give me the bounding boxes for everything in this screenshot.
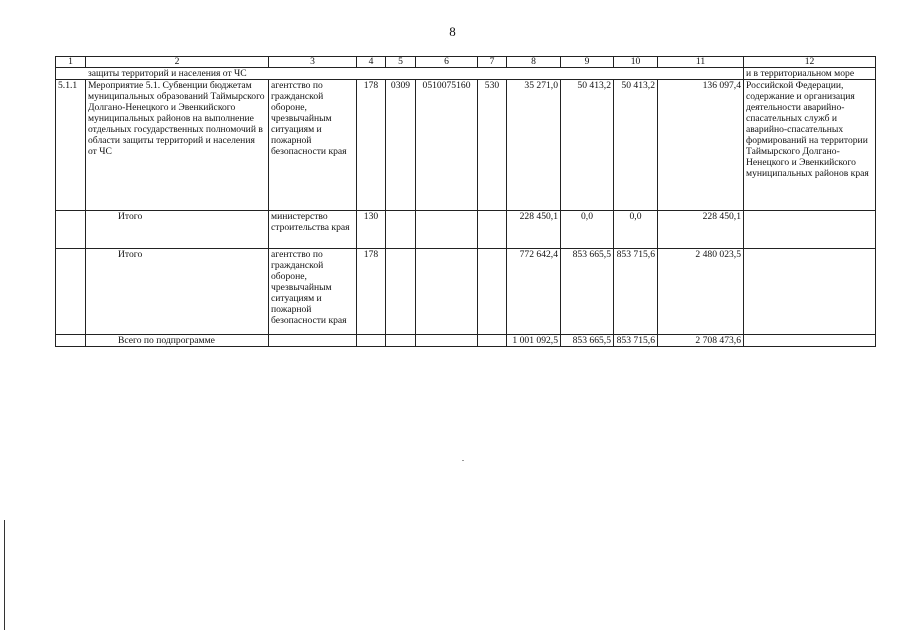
administrator-name: министерство строительства края: [269, 211, 357, 249]
continuation-text-col12: и в территориальном море: [744, 68, 876, 80]
code-section: [386, 211, 416, 249]
code-target: 0510075160: [416, 80, 478, 211]
amount-year-2: 0,0: [561, 211, 614, 249]
table-row: [56, 80, 876, 211]
code-grbs: 130: [357, 211, 386, 249]
row-number: 5.1.1: [56, 80, 86, 211]
code-expense: [478, 249, 507, 335]
administrator-name: [269, 335, 357, 347]
continuation-text: защиты территорий и населения от ЧС: [56, 68, 744, 80]
budget-table: [55, 56, 876, 347]
column-header: 2: [86, 57, 269, 68]
row-number: [56, 211, 86, 249]
code-grbs: 178: [357, 80, 386, 211]
amount-year-1: 228 450,1: [507, 211, 561, 249]
code-expense: [478, 211, 507, 249]
column-header: 7: [478, 57, 507, 68]
amount-year-2: 853 665,5: [561, 335, 614, 347]
column-header: 4: [357, 57, 386, 68]
column-header: 8: [507, 57, 561, 68]
column-header: 11: [658, 57, 744, 68]
column-header: 5: [386, 57, 416, 68]
amount-year-3: 0,0: [614, 211, 658, 249]
code-section: 0309: [386, 80, 416, 211]
expected-result: [744, 211, 876, 249]
amount-year-2: 50 413,2: [561, 80, 614, 211]
amount-total: 136 097,4: [658, 80, 744, 211]
amount-year-1: 772 642,4: [507, 249, 561, 335]
scan-speck: [462, 460, 464, 461]
code-expense: 530: [478, 80, 507, 211]
column-header: 3: [269, 57, 357, 68]
amount-year-3: 50 413,2: [614, 80, 658, 211]
scan-margin-line: [4, 520, 5, 630]
page-number: 8: [449, 24, 456, 39]
table-row: [56, 335, 876, 347]
row-number: [56, 335, 86, 347]
amount-year-1: 1 001 092,5: [507, 335, 561, 347]
code-target: [416, 211, 478, 249]
column-header: 9: [561, 57, 614, 68]
amount-year-3: 853 715,6: [614, 249, 658, 335]
code-expense: [478, 335, 507, 347]
amount-year-3: 853 715,6: [614, 335, 658, 347]
measure-description: Мероприятие 5.1. Субвенции бюджетам муниципальных образований Таймырского Долгано-Ненецкого и Эвенкийского муниципальных районов на выполнение отдельных государственных полномочий в области защиты территорий и населения от ЧС: [86, 80, 269, 211]
administrator-name: агентство по гражданской обороне, чрезвычайным ситуациям и пожарной безопасности края: [269, 249, 357, 335]
measure-description: Всего по подпрограмме: [86, 335, 269, 347]
code-section: [386, 249, 416, 335]
amount-year-2: 853 665,5: [561, 249, 614, 335]
measure-description: Итого: [86, 211, 269, 249]
expected-result: [744, 335, 876, 347]
amount-total: 2 480 023,5: [658, 249, 744, 335]
expected-result: Российской Федерации, содержание и организация деятельности аварийно-спасательных служб и аварийно-спасательных формирований на территории Таймырского Долгано-Ненецкого и Эвенкийского муниципальных районов края: [744, 80, 876, 211]
amount-total: 228 450,1: [658, 211, 744, 249]
administrator-name: агентство по гражданской обороне, чрезвычайным ситуациям и пожарной безопасности края: [269, 80, 357, 211]
code-target: [416, 335, 478, 347]
code-section: [386, 335, 416, 347]
column-header: 1: [56, 57, 86, 68]
table-row: [56, 211, 876, 249]
code-target: [416, 249, 478, 335]
table-row: [56, 249, 876, 335]
code-grbs: [357, 335, 386, 347]
expected-result: [744, 249, 876, 335]
amount-year-1: 35 271,0: [507, 80, 561, 211]
row-number: [56, 249, 86, 335]
column-header: 6: [416, 57, 478, 68]
column-header: 12: [744, 57, 876, 68]
column-header: 10: [614, 57, 658, 68]
code-grbs: 178: [357, 249, 386, 335]
amount-total: 2 708 473,6: [658, 335, 744, 347]
measure-description: Итого: [86, 249, 269, 335]
column-number-row: [56, 57, 876, 68]
continuation-row: [56, 68, 876, 80]
